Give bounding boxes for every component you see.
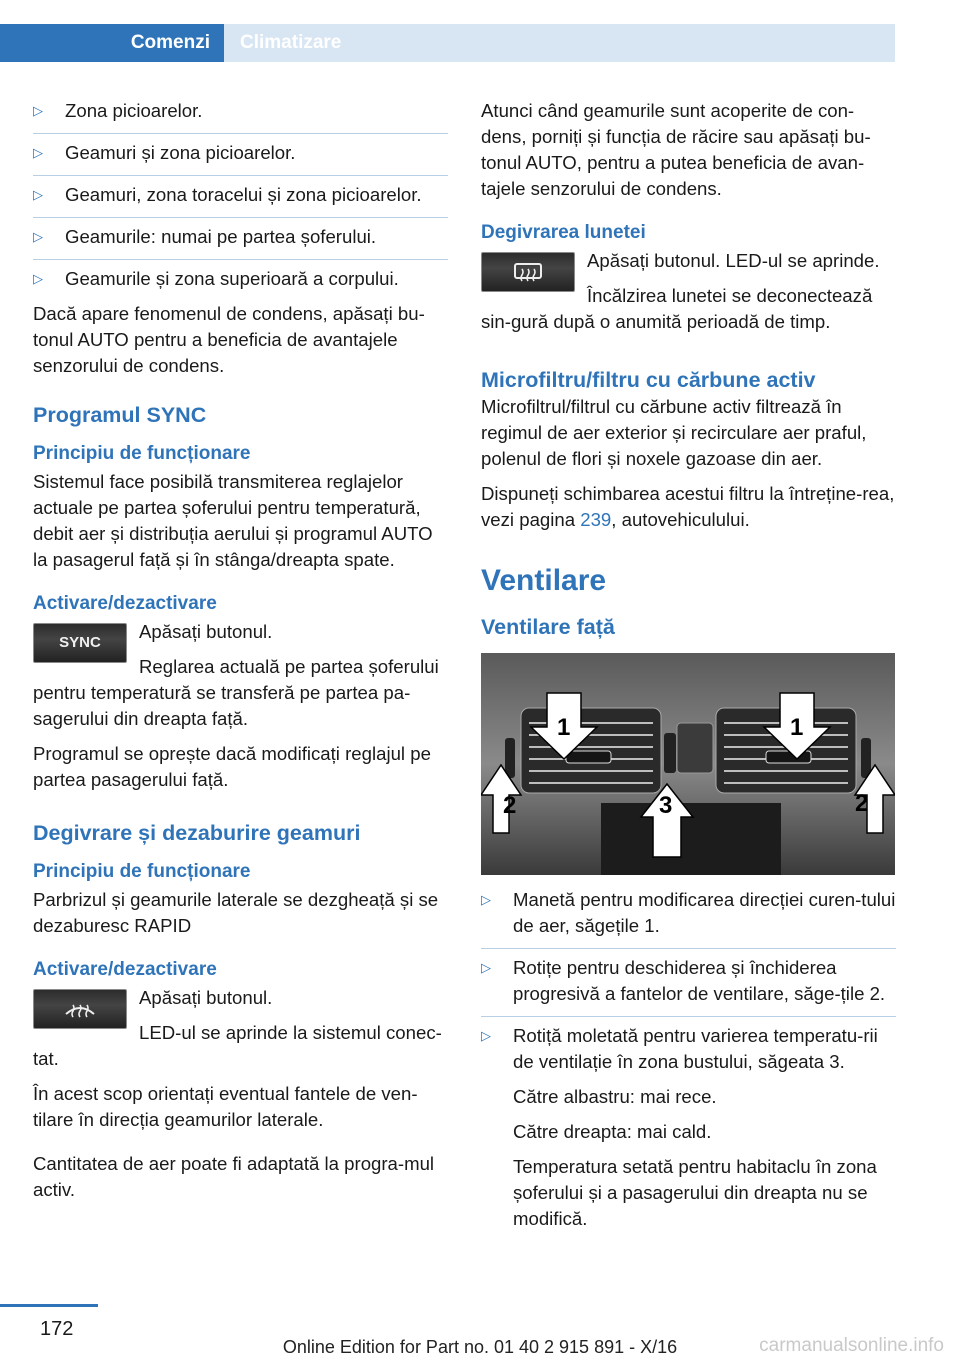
paragraph: Apăsați butonul. [139,621,273,642]
paragraph: Către albastru: mai rece. [513,1086,717,1107]
bullet-triangle-icon: ▷ [481,892,491,907]
figure-label-1-left: 1 [557,714,571,741]
rear-defrost-symbol [511,261,545,283]
divider [33,259,448,260]
divider [33,217,448,218]
paragraph: Dacă apare fenomenul de condens, apăsați bu-tonul AUTO pentru a beneficia de avantajele senzorului de condens. [33,303,425,376]
watermark: carmanualsonline.info [759,1335,944,1356]
figure-label-1-right: 1 [790,714,804,741]
paragraph: LED-ul se aprinde la sistemul conec-tat. [33,1022,442,1069]
paragraph: Încălzirea lunetei se deconectează sin-gură după o anumită perioadă de timp. [481,285,873,332]
paragraph: Cantitatea de aer poate fi adaptată la progra-mul activ. [33,1153,435,1200]
figure-label-2-left: 2 [503,792,517,819]
paragraph: Apăsați butonul. [139,987,273,1008]
paragraph: În acest scop orientați eventual fantele de ven-tilare în direcția geamurilor laterale. [33,1083,418,1130]
chapter-tabs [0,24,895,62]
divider [481,1016,896,1017]
list-item: ▷ Geamurile: numai pe partea șoferului. [33,224,448,250]
bullet-triangle-icon: ▷ [33,103,43,118]
paragraph: Reglarea actuală pe partea șoferului pentru temperatură se transferă pe partea pa-sagerului din dreapta față. [33,656,439,729]
bullet-triangle-icon: ▷ [33,271,43,286]
page-number: 172 [40,1318,74,1340]
subheading: Principiu de funcționare [33,443,251,464]
list-item: ▷ Manetă pentru modificarea direcției curen-tului de aer, săgețile 1. [481,887,896,939]
subheading: Activare/dezactivare [33,959,217,980]
chapter-heading-ventilare: Ventilare [481,564,607,597]
paragraph: Atunci când geamurile sunt acoperite de con-dens, porniți și funcția de răcire sau apăsați bu-tonul AUTO, pentru a putea beneficia de avan-tajele senzorului de condens. [481,100,871,199]
paragraph: Parbrizul și geamurile laterale se dezgheață și se dezaburesc RAPID [33,889,439,936]
bullet-triangle-icon: ▷ [33,229,43,244]
divider [481,948,896,949]
footer-rule [0,1304,98,1307]
page-link[interactable]: 239 [580,509,612,530]
defrost-button-row [33,985,448,1081]
sync-button-image: SYNC [33,623,127,663]
paragraph: Microfiltrul/filtrul cu cărbune activ filtrează în regimul de aer exterior și recirculare aer praful, polenul de flori și noxele gazoase din aer. [481,396,867,469]
list-item: ▷ Rotițe pentru deschiderea și închiderea progresivă a fantelor de ventilare, săge-țile 2. [481,955,896,1007]
list-item: ▷ Geamuri și zona picioarelor. [33,140,448,166]
section-heading-microfiltru: Microfiltru/filtru cu cărbune activ [481,368,816,392]
bullet-triangle-icon: ▷ [33,187,43,202]
ventilation-figure [481,653,895,875]
section-heading-degivrare: Degivrare și dezaburire geamuri [33,821,361,845]
paragraph: Programul se oprește dacă modificați reglajul pe partea pasagerului față. [33,743,431,790]
paragraph: Temperatura setată pentru habitaclu în zona șoferului și a pasagerului din dreapta nu se modifică. [513,1156,877,1229]
list-item: ▷ Rotiță moletată pentru varierea temperatu-rii de ventilație în zona bustului, săgeata 3. [481,1023,896,1075]
bullet-triangle-icon: ▷ [481,1028,491,1043]
paragraph: Sistemul face posibilă transmiterea reglajelor actuale pe partea șoferului pentru temperatură, debit aer și distribuția aerului și programul AUTO la pasagerul față și în stânga/dreapta spate. [33,471,433,570]
bullet-triangle-icon: ▷ [481,960,491,975]
paragraph: Către dreapta: mai cald. [513,1121,712,1142]
subheading: Degivrarea lunetei [481,222,646,243]
right-column [481,98,896,1241]
tab-climatizare[interactable]: Climatizare [224,24,895,62]
left-column [33,98,448,1212]
tab-comenzi[interactable]: Comenzi [0,24,224,62]
rear-window-defrost-icon [481,252,575,292]
rear-defrost-button-row [481,248,896,344]
section-heading-ventilare-fata: Ventilare față [481,615,615,639]
divider [33,175,448,176]
figure-label-3: 3 [659,792,673,819]
section-heading-sync: Programul SYNC [33,403,207,427]
list-item: ▷ Geamurile și zona superioară a corpului. [33,266,448,292]
list-item: ▷ Zona picioarelor. [33,98,448,124]
list-item: ▷ Geamuri, zona toracelui și zona picioarelor. [33,182,448,208]
subheading: Principiu de funcționare [33,861,251,882]
paragraph: Apăsați butonul. LED-ul se aprinde. [587,250,880,271]
defrost-symbol [63,998,97,1020]
subheading: Activare/dezactivare [33,593,217,614]
bullet-triangle-icon: ▷ [33,145,43,160]
divider [33,133,448,134]
paragraph: Dispuneți schimbarea acestui filtru la întreține-rea, vezi pagina 239, autovehiculului. [481,483,895,530]
windshield-defrost-icon [33,989,127,1029]
edition-text: Online Edition for Part no. 01 40 2 915 891 - X/16 [282,1337,678,1357]
figure-label-2-right: 2 [855,790,869,817]
sync-button-row [33,619,448,741]
